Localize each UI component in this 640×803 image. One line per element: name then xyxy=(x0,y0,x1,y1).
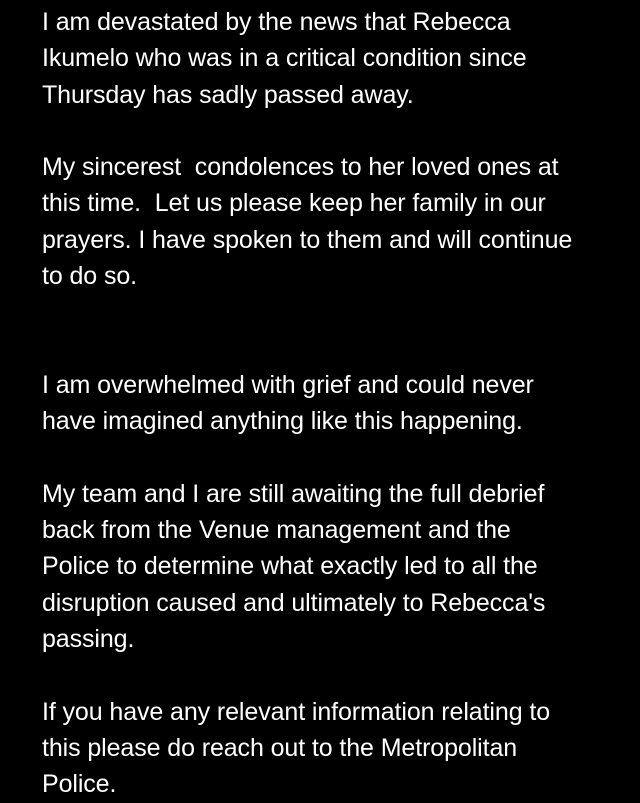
paragraph-debrief: My team and I are still awaiting the full debrief back from the Venue management and the Police to determine what exactly led to all the disruption caused and ultimately to Rebecca's passing. xyxy=(42,479,546,654)
statement-text xyxy=(42,4,622,803)
paragraph-condolences: My sincerest condolences to her loved ones at this time. Let us please keep her family in our prayers. I have spoken to them and will continue to do so. xyxy=(42,153,573,291)
paragraph-grief: I am overwhelmed with grief and could never have imagined anything like this happening. xyxy=(42,370,534,436)
paragraph-police-contact: If you have any relevant information relating to this please do reach out to the Metropolitan Police. xyxy=(42,697,550,799)
paragraph-devastated: I am devastated by the news that Rebecca Ikumelo who was in a critical condition since Thursday has sadly passed away. xyxy=(42,8,527,109)
